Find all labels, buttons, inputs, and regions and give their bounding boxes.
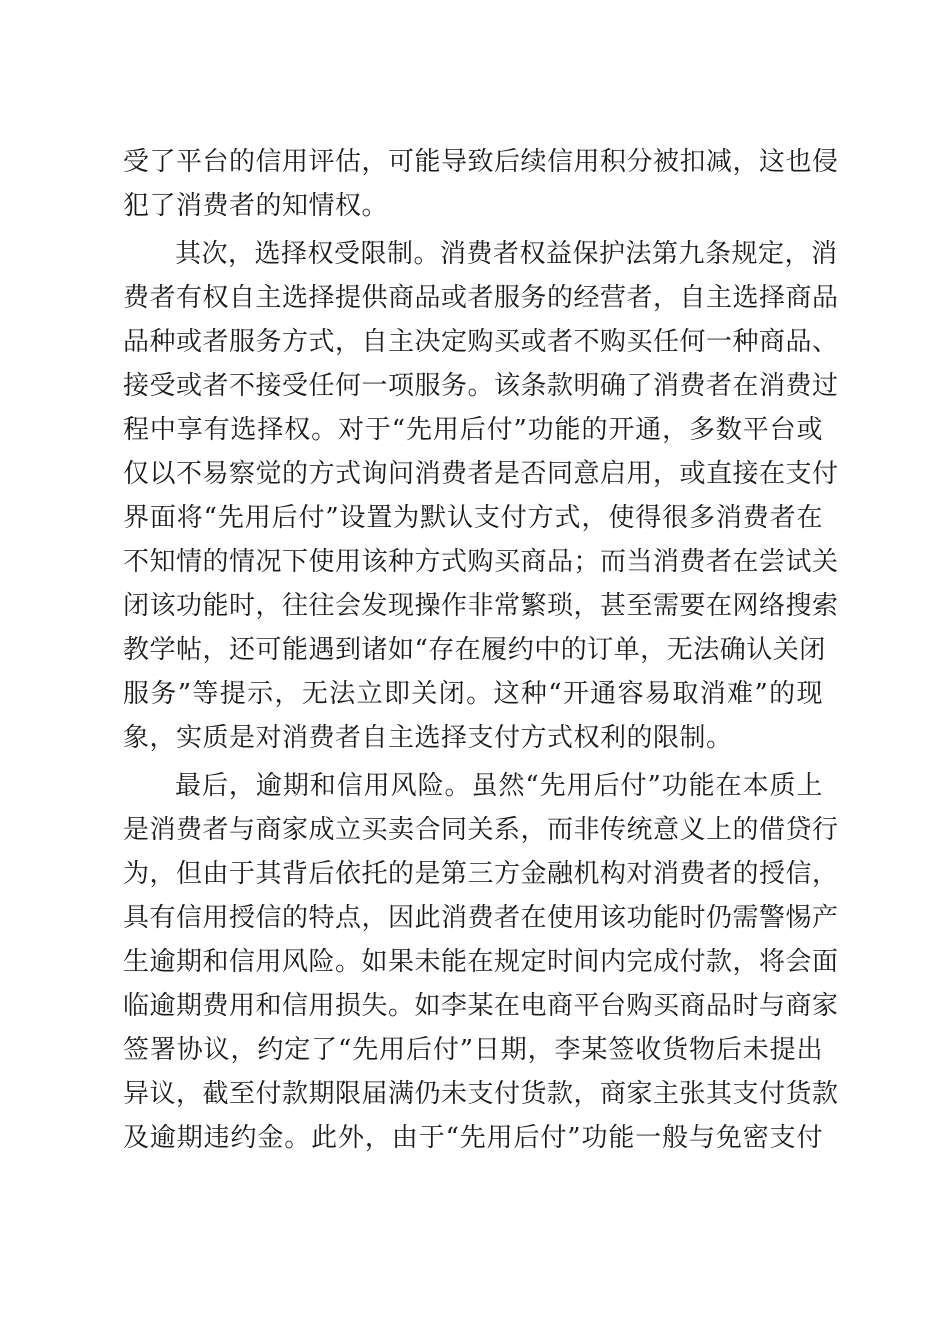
text-line: 是消费者与商家成立买卖合同关系，而非传统意义上的借贷行 — [123, 815, 839, 845]
paragraph-start-line: 其次，选择权受限制。消费者权益保护法第九条规定，消 — [175, 239, 838, 269]
text-line: 生逾期和信用风险。如果未能在规定时间内完成付款，将会面 — [123, 947, 839, 977]
text-line: 闭该功能时，往往会发现操作非常繁琐，甚至需要在网络搜索 — [123, 591, 839, 621]
text-line: 受了平台的信用评估，可能导致后续信用积分被扣减，这也侵 — [123, 147, 839, 177]
text-line: 签署协议，约定了“先用后付”日期，李某签收货物后未提出 — [123, 1035, 823, 1065]
text-line: 具有信用授信的特点，因此消费者在使用该功能时仍需警惕产 — [123, 903, 839, 933]
text-line: 费者有权自主选择提供商品或者服务的经营者，自主选择商品 — [123, 283, 839, 313]
text-line: 教学帖，还可能遇到诸如“存在履约中的订单，无法确认关闭 — [123, 635, 826, 665]
text-line: 及逾期违约金。此外，由于“先用后付”功能一般与免密支付 — [123, 1123, 823, 1153]
text-line: 不知情的情况下使用该种方式购买商品；而当消费者在尝试关 — [123, 547, 839, 577]
text-line: 异议，截至付款期限届满仍未支付货款，商家主张其支付货款 — [123, 1079, 839, 1109]
text-line: 为，但由于其背后依托的是第三方金融机构对消费者的授信， — [123, 859, 839, 889]
text-line: 程中享有选择权。对于“先用后付”功能的开通，多数平台或 — [123, 415, 823, 445]
paragraph-start-line: 最后，逾期和信用风险。虽然“先用后付”功能在本质上 — [175, 771, 823, 801]
text-line: 接受或者不接受任何一项服务。该条款明确了消费者在消费过 — [123, 371, 839, 401]
text-line: 犯了消费者的知情权。 — [123, 191, 389, 221]
text-line: 品种或者服务方式，自主决定购买或者不购买任何一种商品、 — [123, 327, 839, 357]
text-line: 象，实质是对消费者自主选择支付方式权利的限制。 — [123, 723, 733, 753]
text-line: 服务”等提示，无法立即关闭。这种“开通容易取消难”的现 — [123, 679, 823, 709]
text-line: 临逾期费用和信用损失。如李某在电商平台购买商品时与商家 — [123, 991, 839, 1021]
text-line: 界面将“先用后付”设置为默认支付方式，使得很多消费者在 — [123, 503, 823, 533]
text-line: 仅以不易察觉的方式询问消费者是否同意启用，或直接在支付 — [123, 459, 839, 489]
